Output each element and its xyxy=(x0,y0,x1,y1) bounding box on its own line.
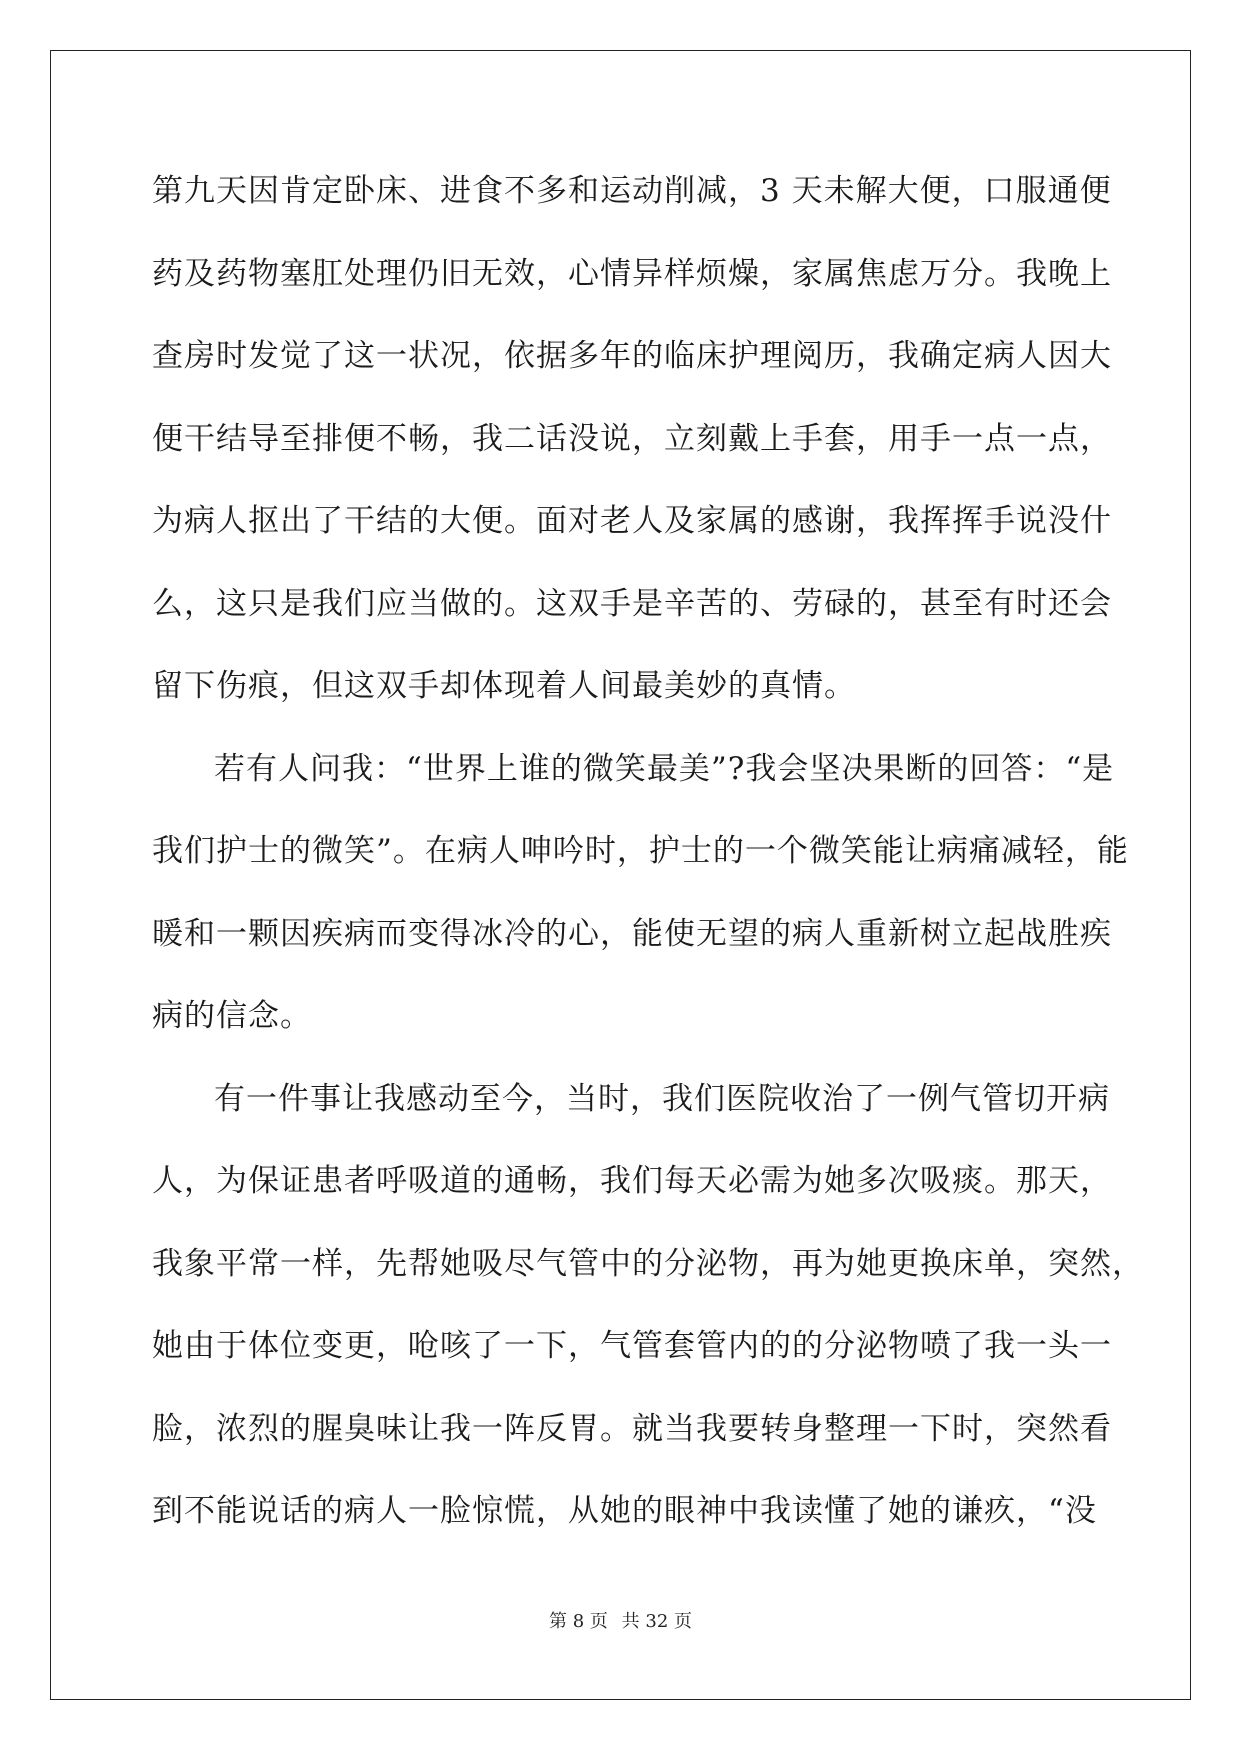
document-body xyxy=(152,150,1144,1553)
text-line: 人，为保证患者呼吸道的通畅，我们每天必需为她多次吸痰。那天， xyxy=(152,1163,1112,1199)
paragraph-3 xyxy=(152,1058,1144,1553)
text-line: 查房时发觉了这一状况，依据多年的临床护理阅历，我确定病人因大 xyxy=(152,338,1112,374)
page-footer xyxy=(0,1607,1241,1633)
text-line: 第九天因肯定卧床、进食不多和运动削减，3 天未解大便，口服通便 xyxy=(152,173,1112,209)
text-line: 暖和一颗因疾病而变得冰冷的心，能使无望的病人重新树立起战胜疾 xyxy=(152,915,1112,952)
text-line: 药及药物塞肛处理仍旧无效，心情异样烦燥，家属焦虑万分。我晚上 xyxy=(152,255,1112,292)
text-line: 到不能说话的病人一脸惊慌，从她的眼神中我读懂了她的谦疚，“没 xyxy=(152,1493,1097,1529)
text-line: 么，这只是我们应当做的。这双手是辛苦的、劳碌的，甚至有时还会 xyxy=(152,585,1112,622)
paragraph-1 xyxy=(152,150,1112,728)
text-line: 留下伤痕，但这双手却体现着人间最美妙的真情。 xyxy=(152,668,856,704)
text-line: 为病人抠出了干结的大便。面对老人及家属的感谢，我挥挥手说没什 xyxy=(152,503,1112,539)
text-line: 有一件事让我感动至今，当时，我们医院收治了一例气管切开病 xyxy=(214,1080,1110,1117)
text-line: 便干结导至排便不畅，我二话没说，立刻戴上手套，用手一点一点， xyxy=(152,420,1112,457)
paragraph-2 xyxy=(152,728,1129,1058)
text-line: 病的信念。 xyxy=(152,998,312,1034)
text-line: 若有人问我：“世界上谁的微笑最美”?我会坚决果断的回答：“是 xyxy=(214,750,1115,787)
page-number: 第 8 页 xyxy=(549,1611,608,1632)
text-line: 她由于体位变更，呛咳了一下，气管套管内的的分泌物喷了我一头一 xyxy=(152,1328,1112,1364)
page-total: 共 32 页 xyxy=(621,1611,692,1632)
text-line: 我象平常一样，先帮她吸尽气管中的分泌物，再为她更换床单，突然， xyxy=(152,1245,1144,1282)
text-line: 脸，浓烈的腥臭味让我一阵反胃。就当我要转身整理一下时，突然看 xyxy=(152,1410,1112,1447)
text-line: 我们护士的微笑”。在病人呻吟时，护士的一个微笑能让病痛减轻，能 xyxy=(152,833,1129,869)
